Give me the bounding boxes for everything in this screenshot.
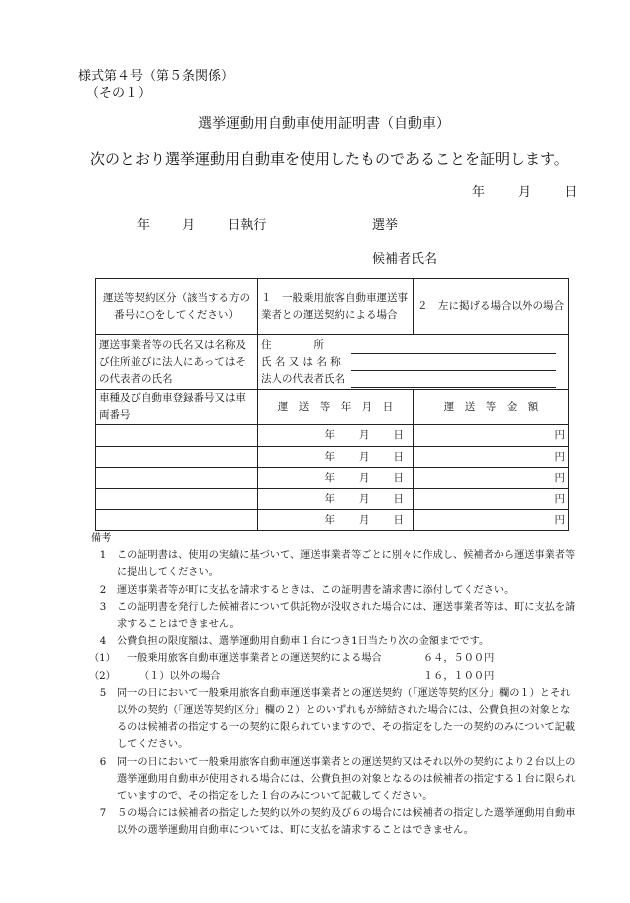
vehicle-cell	[96, 447, 258, 468]
note-text: 同一の日において一般乗用旅客自動車運送事業者との運送契約又はそれ以外の契約により２台以上の選挙運動用自動車が使用される場合には、公費負担の対象となるのは候補者の指定する１台に限られていますので、その指定をした１台のみについて記載してください。	[117, 756, 576, 803]
table-row	[96, 489, 569, 510]
unit-year: 年	[324, 471, 335, 484]
unit-year: 年	[324, 429, 335, 441]
date-year: 年	[472, 185, 486, 200]
date-line	[472, 181, 577, 200]
unit-month: 月	[359, 513, 370, 526]
rep-label: 法人の代表者氏名	[261, 372, 345, 385]
vehicle-cell	[96, 468, 258, 489]
table-row	[96, 468, 569, 489]
certificate-table	[95, 278, 569, 531]
election-day: 日執行	[227, 218, 267, 233]
note-sub-item	[89, 650, 579, 667]
note-item	[89, 547, 579, 581]
amount-cell: 円	[414, 510, 569, 531]
election-date	[137, 214, 266, 233]
note-text: この証明書を発行した候補者について供託物が没収された場合には、運送事業者等は、町に支払を請求することはできません。	[117, 601, 576, 631]
sub-text: （１）以外の場合	[139, 670, 221, 682]
operator-fields	[258, 335, 569, 390]
address-line	[351, 353, 556, 354]
unit-year: 年	[324, 513, 335, 526]
date-cell	[258, 468, 414, 489]
sub-number: （1）	[89, 653, 116, 665]
operator-row	[96, 335, 569, 390]
amount-cell: 円	[414, 489, 569, 510]
notes-heading: 備考	[91, 533, 112, 544]
unit-year: 年	[324, 492, 335, 505]
note-number: 2	[99, 584, 107, 596]
note-number: 5	[99, 687, 107, 699]
amount-cell: 円	[414, 447, 569, 468]
note-sub-item	[89, 668, 579, 685]
election-label: 選挙	[372, 218, 399, 233]
unit-month: 月	[359, 471, 370, 484]
sub-number: （その１）	[86, 86, 152, 101]
note-text: この証明書は、使用の実績に基づいて、運送事業者等ごとに別々に作成し、候補者から運送事業者等に提出してください。	[117, 550, 576, 579]
table-row	[96, 447, 569, 468]
date-cell	[258, 425, 414, 447]
sub-amount: ６４，５００円	[423, 653, 495, 665]
statement: 次のとおり選挙運動用自動車を使用したものであることを証明します。	[90, 150, 569, 168]
amount-cell: 円	[414, 425, 569, 447]
name-label: 氏 名 又 は 名 称	[261, 355, 341, 368]
note-number: 4	[99, 636, 107, 648]
contract-type-label: 運送等契約区分（該当する方の番号に○をしてください）	[96, 279, 258, 335]
amount-header: 運 送 等 金 額	[414, 390, 569, 425]
sub-number: （2）	[89, 670, 116, 682]
note-item	[89, 599, 579, 633]
note-number: 1	[99, 550, 107, 562]
page-title: 選挙運動用自動車使用証明書（自動車）	[198, 116, 450, 132]
unit-day: 日	[393, 450, 404, 463]
unit-month: 月	[359, 450, 370, 463]
unit-month: 月	[359, 492, 370, 505]
column-header-row	[96, 390, 569, 425]
unit-day: 日	[393, 429, 404, 441]
date-day: 日	[564, 185, 578, 200]
table-row	[96, 510, 569, 531]
address-label: 住 所	[261, 338, 324, 351]
sub-text: 一般乗用旅客自動車運送事業者との運送契約による場合	[127, 653, 382, 665]
date-month: 月	[518, 185, 532, 200]
unit-day: 日	[393, 471, 404, 484]
election-month: 月	[182, 218, 196, 233]
note-item	[89, 582, 579, 599]
note-number: 3	[99, 601, 107, 613]
unit-day: 日	[393, 492, 404, 505]
rep-line	[351, 387, 556, 388]
operator-label: 運送事業者等の氏名又は名称及び住所並びに法人にあってはその代表者の氏名	[96, 335, 258, 390]
contract-type-row	[96, 279, 569, 335]
contract-option-1: １ 一般乗用旅客自動車運送事業者との運送契約による場合	[258, 279, 414, 335]
form-number: 様式第４号（第５条関係）	[78, 69, 235, 84]
amount-cell: 円	[414, 468, 569, 489]
unit-day: 日	[393, 513, 404, 526]
candidate-label: 候補者氏名	[372, 252, 438, 267]
vehicle-cell	[96, 489, 258, 510]
note-item	[89, 633, 579, 650]
election-year: 年	[137, 218, 151, 233]
note-item	[89, 754, 579, 806]
note-item	[89, 805, 579, 839]
unit-month: 月	[359, 429, 370, 441]
vehicle-cell	[96, 510, 258, 531]
note-number: 6	[99, 756, 107, 768]
date-header: 運 送 等 年 月 日	[258, 390, 414, 425]
date-cell	[258, 510, 414, 531]
date-cell	[258, 489, 414, 510]
sub-amount: １６，１００円	[423, 670, 495, 682]
note-text: ５の場合には候補者の指定した契約以外の契約及び６の場合には候補者の指定した選挙運動用自動車以外の選挙運動用自動車については、町に支払を請求することはできません。	[117, 808, 576, 837]
vehicle-cell	[96, 425, 258, 447]
vehicle-label: 車種及び自動車登録番号又は車両番号	[96, 390, 258, 425]
note-number: 7	[99, 808, 107, 820]
table-row	[96, 425, 569, 447]
name-line	[351, 370, 556, 371]
note-text: 同一の日において一般乗用旅客自動車運送事業者との運送契約（「運送等契約区分」欄の１）とそれ以外の契約（「運送等契約区分」欄の２）とのいずれもが締結された場合には、公費負担の対象となるのは候補者の指定する一の契約に限られていますので、その指定をした一の契約のみについて記載してください。	[117, 687, 576, 751]
unit-year: 年	[324, 450, 335, 463]
note-item	[89, 685, 579, 754]
note-text: 公費負担の限度額は、選挙運動用自動車１台につき1日当たり次の金額までです。	[117, 636, 490, 648]
date-cell	[258, 447, 414, 468]
contract-option-2: ２ 左に掲げる場合以外の場合	[414, 279, 569, 335]
note-text: 運送事業者等が町に支払を請求するときは、この証明書を請求書に添付してください。	[117, 584, 515, 596]
notes-section	[89, 530, 579, 840]
